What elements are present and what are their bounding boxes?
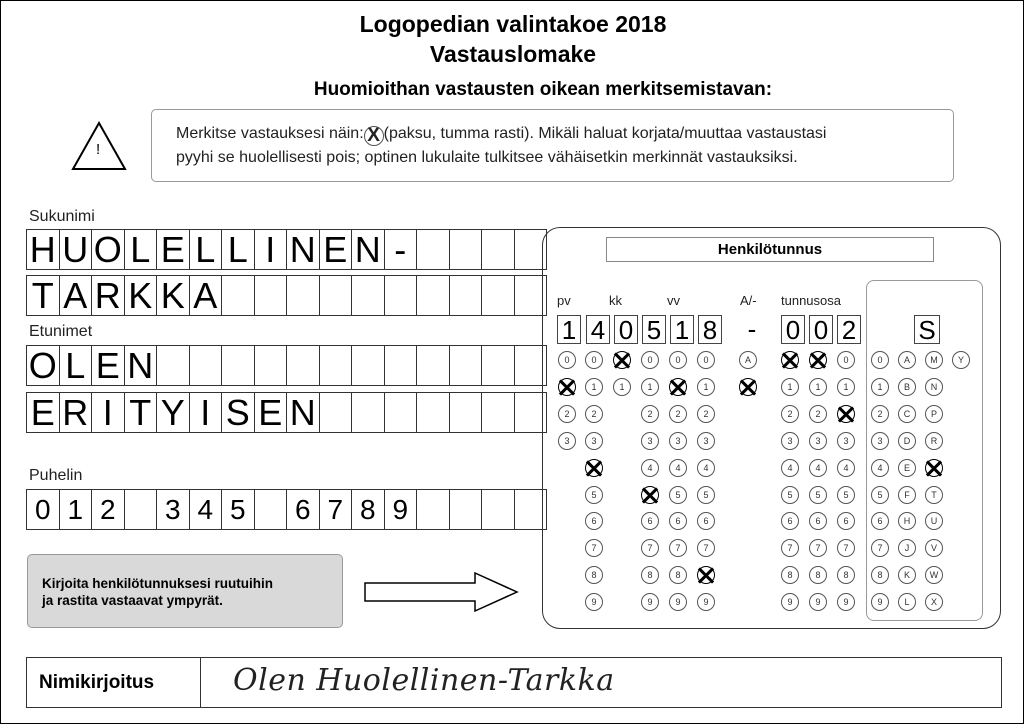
digit-bubble[interactable]: 2 [641, 405, 659, 423]
letter-box[interactable] [482, 275, 515, 316]
letter-box[interactable] [320, 275, 353, 316]
digit-bubble[interactable] [697, 566, 715, 584]
letter-box[interactable]: T [125, 392, 158, 433]
check-character-bubble[interactable]: F [898, 486, 916, 504]
warning-triangle-icon [71, 121, 127, 171]
letter-box[interactable]: I [190, 392, 223, 433]
check-character-bubble[interactable]: 0 [871, 351, 889, 369]
letter-box[interactable]: 2 [92, 489, 125, 530]
letter-box[interactable] [417, 275, 450, 316]
letter-box[interactable] [352, 345, 385, 386]
letter-box[interactable]: 1 [60, 489, 93, 530]
digit-bubble[interactable] [585, 459, 603, 477]
label-pv: pv [557, 293, 571, 308]
signature-value[interactable]: Olen Huolellinen-Tarkka [233, 663, 615, 698]
letter-box[interactable] [450, 345, 483, 386]
etunimet-row-2[interactable] [26, 392, 547, 433]
digit-box[interactable]: 2 [837, 315, 861, 344]
digit-bubble[interactable]: 9 [697, 593, 715, 611]
check-character-bubble[interactable]: H [898, 512, 916, 530]
digit-bubble[interactable]: 7 [669, 539, 687, 557]
digit-bubble[interactable]: 3 [585, 432, 603, 450]
digit-bubble[interactable]: 7 [697, 539, 715, 557]
digit-bubble[interactable]: 7 [781, 539, 799, 557]
check-character-bubble[interactable]: 3 [871, 432, 889, 450]
check-character-bubble[interactable]: 1 [871, 378, 889, 396]
digit-bubble[interactable]: 3 [837, 432, 855, 450]
letter-box[interactable]: L [222, 229, 255, 270]
letter-box[interactable]: N [125, 345, 158, 386]
letter-box[interactable]: E [157, 229, 190, 270]
digit-bubble[interactable]: 0 [641, 351, 659, 369]
letter-box[interactable] [417, 392, 450, 433]
digit-bubble[interactable]: 6 [585, 512, 603, 530]
check-character-bubble[interactable]: R [925, 432, 943, 450]
digit-bubble[interactable]: 9 [585, 593, 603, 611]
digit-bubble[interactable]: 2 [809, 405, 827, 423]
letter-box[interactable]: K [125, 275, 158, 316]
digit-bubble[interactable]: 0 [585, 351, 603, 369]
warning-symbol: ! [96, 141, 101, 158]
example-mark: X [364, 126, 384, 146]
check-character-bubble[interactable]: M [925, 351, 943, 369]
digit-bubble[interactable]: 6 [641, 512, 659, 530]
letter-box[interactable]: L [190, 229, 223, 270]
etunimet-label: Etunimet [29, 323, 93, 340]
letter-box[interactable]: 5 [222, 489, 255, 530]
digit-bubble[interactable]: 4 [641, 459, 659, 477]
check-character-bubble[interactable]: X [925, 593, 943, 611]
letter-box[interactable]: T [27, 275, 60, 316]
separator-box[interactable]: - [747, 314, 757, 344]
digit-bubble[interactable]: 1 [641, 378, 659, 396]
digit-bubble[interactable]: 9 [669, 593, 687, 611]
digit-box[interactable]: 4 [586, 315, 610, 344]
digit-bubble[interactable]: 0 [837, 351, 855, 369]
letter-box[interactable]: A [60, 275, 93, 316]
check-character-bubble[interactable]: 7 [871, 539, 889, 557]
digit-bubble[interactable]: 4 [809, 459, 827, 477]
digit-bubble[interactable]: 9 [809, 593, 827, 611]
digit-bubble[interactable]: 6 [809, 512, 827, 530]
digit-bubble[interactable]: 2 [558, 405, 576, 423]
hint-line-1: Kirjoita henkilötunnuksesi ruutuihin [42, 576, 274, 591]
check-character-bubble[interactable]: J [898, 539, 916, 557]
letter-box[interactable] [222, 275, 255, 316]
digit-bubble[interactable]: 3 [641, 432, 659, 450]
letter-box[interactable]: R [60, 392, 93, 433]
letter-box[interactable] [190, 345, 223, 386]
check-character-bubble[interactable]: 8 [871, 566, 889, 584]
letter-box[interactable] [287, 345, 320, 386]
letter-box[interactable]: N [287, 229, 320, 270]
digit-bubble[interactable]: 2 [669, 405, 687, 423]
check-character-bubble[interactable]: 4 [871, 459, 889, 477]
digit-bubble[interactable]: 5 [585, 486, 603, 504]
hint-line-2: ja rastita vastaavat ympyrät. [42, 593, 223, 608]
letter-box[interactable] [385, 392, 418, 433]
digit-bubble[interactable]: 5 [697, 486, 715, 504]
check-character-bubble[interactable]: 5 [871, 486, 889, 504]
digit-bubble[interactable] [558, 378, 576, 396]
letter-box[interactable] [320, 345, 353, 386]
letter-box[interactable] [450, 489, 483, 530]
digit-bubble[interactable]: 8 [837, 566, 855, 584]
check-character-bubble[interactable]: K [898, 566, 916, 584]
digit-bubble[interactable]: 6 [669, 512, 687, 530]
digit-bubble[interactable]: 4 [669, 459, 687, 477]
digit-bubble[interactable]: 8 [781, 566, 799, 584]
letter-box[interactable] [482, 345, 515, 386]
letter-box[interactable] [417, 489, 450, 530]
letter-box[interactable]: H [27, 229, 60, 270]
letter-box[interactable] [287, 275, 320, 316]
digit-bubble[interactable]: 8 [809, 566, 827, 584]
letter-box[interactable] [450, 229, 483, 270]
digit-bubble[interactable]: 3 [558, 432, 576, 450]
check-character-bubble[interactable]: 6 [871, 512, 889, 530]
letter-box[interactable]: L [125, 229, 158, 270]
check-character-bubble[interactable]: U [925, 512, 943, 530]
letter-box[interactable] [417, 345, 450, 386]
instruction-text-before: Merkitse vastauksesi näin: [176, 125, 364, 142]
digit-bubble[interactable]: 3 [781, 432, 799, 450]
digit-bubble[interactable]: 9 [641, 593, 659, 611]
letter-box[interactable]: Y [157, 392, 190, 433]
digit-bubble[interactable]: 7 [641, 539, 659, 557]
letter-box[interactable]: 6 [287, 489, 320, 530]
digit-bubble[interactable]: 0 [558, 351, 576, 369]
digit-bubble[interactable]: 4 [837, 459, 855, 477]
digit-bubble[interactable]: 6 [781, 512, 799, 530]
letter-box[interactable]: - [385, 229, 418, 270]
letter-box[interactable]: I [92, 392, 125, 433]
letter-box[interactable]: E [92, 345, 125, 386]
hint-box [27, 554, 343, 628]
label-tunnusosa: tunnusosa [781, 293, 841, 308]
digit-bubble[interactable]: 3 [697, 432, 715, 450]
letter-box[interactable] [385, 275, 418, 316]
letter-box[interactable]: R [92, 275, 125, 316]
letter-box[interactable]: O [92, 229, 125, 270]
letter-box[interactable]: K [157, 275, 190, 316]
letter-box[interactable]: N [352, 229, 385, 270]
check-character-bubble[interactable]: P [925, 405, 943, 423]
digit-bubble[interactable]: 1 [837, 378, 855, 396]
letter-box[interactable]: 0 [27, 489, 60, 530]
letter-box[interactable] [320, 392, 353, 433]
digit-bubble[interactable]: 5 [669, 486, 687, 504]
digit-bubble[interactable]: 9 [837, 593, 855, 611]
letter-box[interactable]: 7 [320, 489, 353, 530]
digit-bubble[interactable] [781, 351, 799, 369]
digit-bubble[interactable]: 7 [585, 539, 603, 557]
digit-bubble[interactable] [809, 351, 827, 369]
check-character-bubble[interactable]: E [898, 459, 916, 477]
letter-box[interactable]: N [287, 392, 320, 433]
letter-box[interactable] [255, 345, 288, 386]
digit-bubble[interactable]: 9 [781, 593, 799, 611]
letter-box[interactable] [125, 489, 158, 530]
letter-box[interactable] [352, 275, 385, 316]
check-character-bubble[interactable]: 9 [871, 593, 889, 611]
separator-bubble[interactable] [739, 378, 757, 396]
henkilotunnus-title: Henkilötunnus [606, 237, 934, 262]
digit-bubble[interactable]: 4 [697, 459, 715, 477]
digit-bubble[interactable]: 4 [781, 459, 799, 477]
letter-box[interactable]: 3 [157, 489, 190, 530]
digit-bubble[interactable]: 0 [697, 351, 715, 369]
letter-box[interactable]: E [27, 392, 60, 433]
letter-box[interactable] [222, 345, 255, 386]
digit-bubble[interactable]: 7 [809, 539, 827, 557]
letter-box[interactable]: E [255, 392, 288, 433]
check-character-bubble[interactable]: L [898, 593, 916, 611]
letter-box[interactable] [255, 489, 288, 530]
digit-bubble[interactable]: 2 [697, 405, 715, 423]
check-character-bubble[interactable]: W [925, 566, 943, 584]
letter-box[interactable] [417, 229, 450, 270]
letter-box[interactable] [255, 275, 288, 316]
letter-box[interactable] [157, 345, 190, 386]
sukunimi-label: Sukunimi [29, 208, 95, 225]
digit-bubble[interactable]: 3 [669, 432, 687, 450]
digit-bubble[interactable] [837, 405, 855, 423]
puhelin-row[interactable] [26, 489, 547, 530]
check-character-bubble[interactable]: D [898, 432, 916, 450]
check-character-box[interactable]: S [914, 315, 940, 344]
digit-bubble[interactable] [669, 378, 687, 396]
digit-box[interactable]: 0 [614, 315, 638, 344]
label-vv: vv [667, 293, 680, 308]
letter-box[interactable]: U [60, 229, 93, 270]
letter-box[interactable]: 4 [190, 489, 223, 530]
page-title: Logopedian valintakoe 2018 [359, 11, 667, 37]
signature-label: Nimikirjoitus [26, 657, 201, 708]
digit-bubble[interactable]: 5 [809, 486, 827, 504]
digit-bubble[interactable]: 6 [837, 512, 855, 530]
letter-box[interactable] [482, 489, 515, 530]
letter-box[interactable] [482, 229, 515, 270]
digit-bubble[interactable]: 3 [809, 432, 827, 450]
letter-box[interactable]: E [320, 229, 353, 270]
check-character-bubble[interactable]: C [898, 405, 916, 423]
digit-bubble[interactable]: 1 [585, 378, 603, 396]
sukunimi-row-1[interactable] [26, 229, 547, 270]
instruction-text-after: (paksu, tumma rasti). Mikäli haluat korjata/muuttaa vastaustasi [383, 125, 827, 142]
digit-bubble[interactable]: 1 [613, 378, 631, 396]
check-character-bubble[interactable]: 2 [871, 405, 889, 423]
sukunimi-row-2[interactable] [26, 275, 547, 316]
digit-bubble[interactable] [641, 486, 659, 504]
check-character-bubble[interactable]: T [925, 486, 943, 504]
letter-box[interactable]: 8 [352, 489, 385, 530]
digit-bubble[interactable]: 0 [669, 351, 687, 369]
label-kk: kk [609, 293, 622, 308]
letter-box[interactable] [482, 392, 515, 433]
digit-bubble[interactable]: 6 [697, 512, 715, 530]
letter-box[interactable]: O [27, 345, 60, 386]
letter-box[interactable]: A [190, 275, 223, 316]
digit-bubble[interactable]: 8 [585, 566, 603, 584]
check-character-bubble[interactable]: V [925, 539, 943, 557]
digit-box[interactable]: 1 [557, 315, 581, 344]
digit-bubble[interactable]: 5 [837, 486, 855, 504]
instruction-line-2: pyyhi se huolellisesti pois; optinen lukulaite tulkitsee vähäisetkin merkinnät vastauksiksi. [176, 149, 798, 166]
digit-bubble[interactable]: 8 [669, 566, 687, 584]
check-character-bubble[interactable] [925, 459, 943, 477]
letter-box[interactable] [385, 345, 418, 386]
check-character-bubble[interactable]: Y [952, 351, 970, 369]
puhelin-label: Puhelin [29, 467, 83, 484]
letter-box[interactable] [352, 392, 385, 433]
digit-bubble[interactable]: 8 [641, 566, 659, 584]
digit-bubble[interactable]: 1 [697, 378, 715, 396]
digit-box[interactable]: 0 [809, 315, 833, 344]
digit-bubble[interactable]: 2 [585, 405, 603, 423]
digit-bubble[interactable]: 1 [781, 378, 799, 396]
letter-box[interactable]: S [222, 392, 255, 433]
digit-box[interactable]: 1 [670, 315, 694, 344]
page-subtitle: Vastauslomake [429, 41, 597, 67]
label-sep: A/- [740, 293, 757, 308]
digit-bubble[interactable] [613, 351, 631, 369]
letter-box[interactable] [450, 392, 483, 433]
separator-bubble[interactable]: A [739, 351, 757, 369]
digit-box[interactable]: 0 [781, 315, 805, 344]
check-character-bubble[interactable]: A [898, 351, 916, 369]
letter-box[interactable]: L [60, 345, 93, 386]
letter-box[interactable]: I [255, 229, 288, 270]
letter-box[interactable] [450, 275, 483, 316]
instruction-heading: Huomioithan vastausten oikean merkitsemistavan: [313, 79, 773, 100]
etunimet-row-1[interactable] [26, 345, 547, 386]
digit-bubble[interactable]: 7 [837, 539, 855, 557]
digit-bubble[interactable]: 1 [809, 378, 827, 396]
arrow-right-icon [363, 571, 521, 618]
instruction-box [151, 109, 954, 182]
digit-box[interactable]: 5 [642, 315, 666, 344]
check-character-bubble[interactable]: B [898, 378, 916, 396]
check-character-bubble[interactable]: N [925, 378, 943, 396]
letter-box[interactable]: 9 [385, 489, 418, 530]
digit-bubble[interactable]: 5 [781, 486, 799, 504]
digit-box[interactable]: 8 [698, 315, 722, 344]
digit-bubble[interactable]: 2 [781, 405, 799, 423]
